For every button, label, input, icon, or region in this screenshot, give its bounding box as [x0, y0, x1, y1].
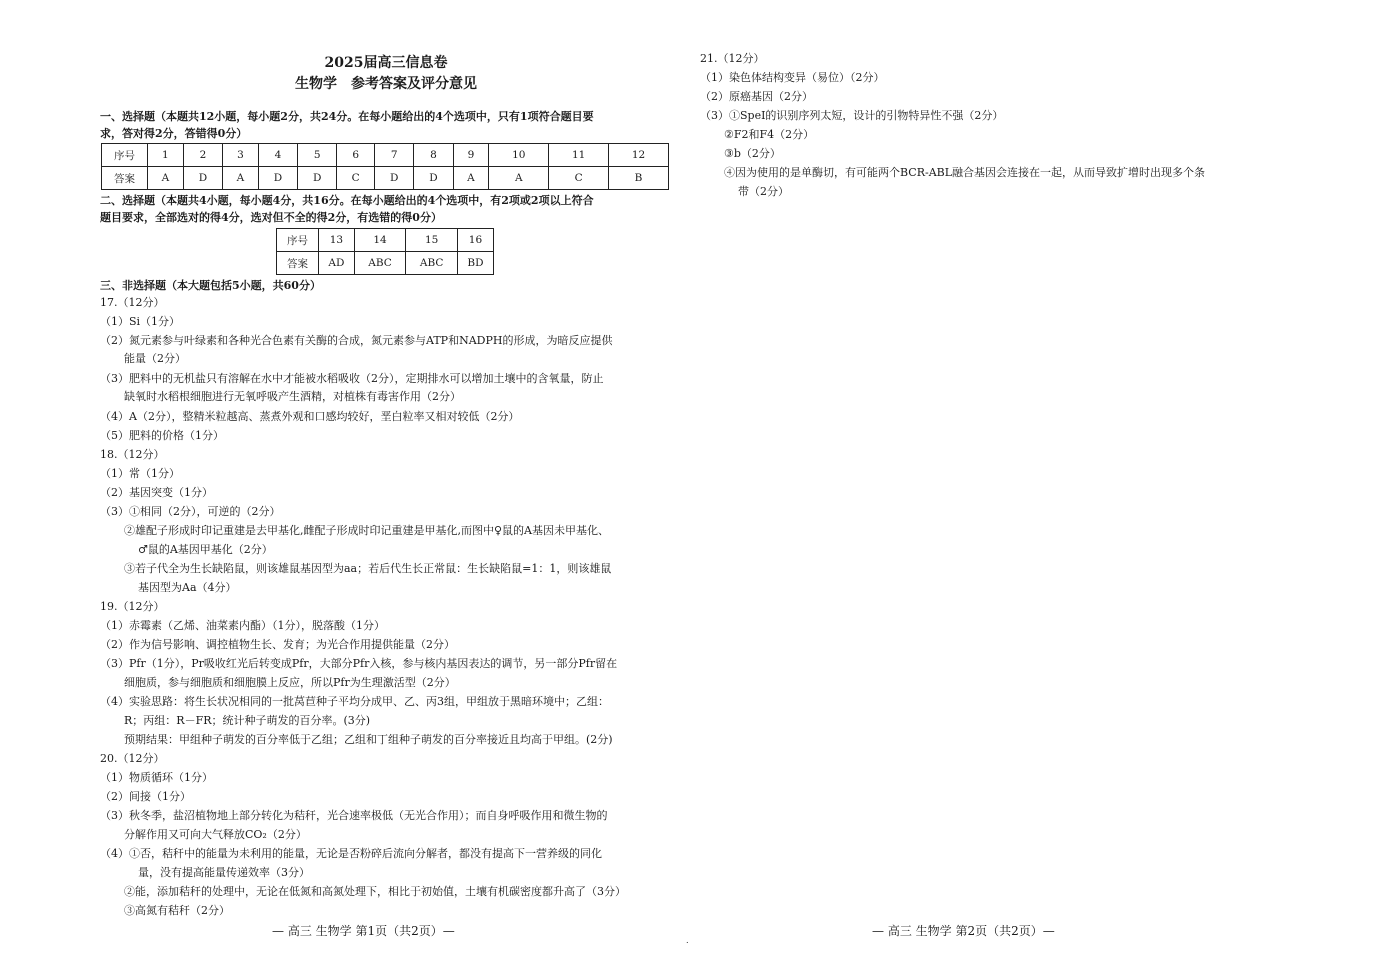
- answer-cell: D: [258, 167, 297, 190]
- answer-line: ②能，添加秸秆的处理中，无论在低氮和高氮处理下，相比于初始值，土壤有机碳密度都升高了（3分）: [124, 885, 626, 898]
- answer-cell: AD: [319, 252, 355, 275]
- question-number-cell: 1: [148, 144, 184, 167]
- answer-line: （2）作为信号影响、调控植物生长、发育；为光合作用提供能量（2分）: [100, 638, 455, 651]
- question-number-cell: 6: [337, 144, 375, 167]
- question-number-cell: 2: [183, 144, 222, 167]
- answer-line: （2）间接（1分）: [100, 790, 191, 803]
- answer-line: （1）物质循环（1分）: [100, 771, 213, 784]
- table-row-label: 答案: [102, 167, 148, 190]
- page-2: [700, 0, 1280, 972]
- answer-line: （3）①相同（2分），可逆的（2分）: [100, 505, 281, 518]
- answer-cell: ABC: [354, 252, 406, 275]
- footer-page-1: — 高三 生物学 第1页（共2页）—: [272, 924, 455, 938]
- question-number-cell: 11: [549, 144, 609, 167]
- question-number-cell: 3: [223, 144, 259, 167]
- answer-cell: A: [453, 167, 489, 190]
- answer-line: 17.（12分）: [100, 296, 165, 309]
- center-mark: .: [686, 936, 689, 945]
- table-row-numbers: [277, 229, 494, 252]
- answer-cell: D: [183, 167, 222, 190]
- question-number-cell: 14: [354, 229, 406, 252]
- answer-cell: B: [609, 167, 669, 190]
- answer-cell: ABC: [406, 252, 458, 275]
- answer-line: ④因为使用的是单酶切，有可能两个BCR-ABL融合基因会连接在一起，从而导致扩增时出现多个条: [724, 166, 1206, 179]
- answer-table-1: [101, 143, 669, 190]
- answer-line: （1）赤霉素（乙烯、油菜素内酯）（1分），脱落酸（1分）: [100, 619, 385, 632]
- question-number-cell: 4: [258, 144, 297, 167]
- answer-line: 20.（12分）: [100, 752, 165, 765]
- table-row-label: 序号: [277, 229, 319, 252]
- answer-line: ③高氮有秸秆（2分）: [124, 904, 230, 917]
- answer-line: 量，没有提高能量传递效率（3分）: [138, 866, 310, 879]
- answer-line: ♂鼠的A基因甲基化（2分）: [138, 543, 273, 556]
- answer-line: （3）Pfr（1分），Pr吸收红光后转变成Pfr，大部分Pfr入核，参与核内基因表达的调节，另一部分Pfr留在: [100, 657, 618, 670]
- answer-line: 能量（2分）: [124, 352, 186, 365]
- answer-line: （1）Si（1分）: [100, 315, 181, 328]
- answer-line: （3）①SpeⅠ的识别序列太短，设计的引物特异性不强（2分）: [700, 109, 1004, 122]
- answer-line: ③若子代全为生长缺陷鼠，则该雄鼠基因型为aa；若后代生长正常鼠：生长缺陷鼠=1：1，则该雄鼠: [124, 562, 612, 575]
- answer-cell: C: [337, 167, 375, 190]
- answer-cell: D: [375, 167, 414, 190]
- question-number-cell: 16: [457, 229, 493, 252]
- page-title: 2025届高三信息卷: [324, 55, 448, 71]
- answer-line: （2）原癌基因（2分）: [700, 90, 813, 103]
- section3-heading: 三、非选择题（本大题包括5小题，共60分）: [100, 279, 321, 292]
- footer-page-2: — 高三 生物学 第2页（共2页）—: [872, 924, 1055, 938]
- answer-cell: D: [414, 167, 453, 190]
- answer-line: （5）肥料的价格（1分）: [100, 429, 224, 442]
- answer-line: 细胞质，参与细胞质和细胞膜上反应，所以Pfr为生理激活型（2分）: [124, 676, 456, 689]
- question-number-cell: 12: [609, 144, 669, 167]
- answer-line: 分解作用又可向大气释放CO₂（2分）: [124, 828, 307, 841]
- answer-line: 缺氧时水稻根细胞进行无氧呼吸产生酒精，对植株有毒害作用（2分）: [124, 390, 461, 403]
- answer-cell: BD: [457, 252, 493, 275]
- answer-cell: A: [223, 167, 259, 190]
- page-subtitle: 生物学 参考答案及评分意见: [295, 76, 477, 92]
- answer-line: （2）基因突变（1分）: [100, 486, 213, 499]
- question-number-cell: 7: [375, 144, 414, 167]
- table-row-answers: [102, 167, 669, 190]
- answer-line: （2）氮元素参与叶绿素和各种光合色素有关酶的合成，氮元素参与ATP和NADPH的形成，为暗反应提供: [100, 334, 613, 347]
- section1-heading-line1: 一、选择题（本题共12小题，每小题2分，共24分。在每小题给出的4个选项中，只有1项符合题目要: [100, 110, 594, 123]
- question-number-cell: 8: [414, 144, 453, 167]
- page-1: [100, 0, 672, 972]
- answer-line: 18.（12分）: [100, 448, 165, 461]
- answer-cell: C: [549, 167, 609, 190]
- table-row-label: 序号: [102, 144, 148, 167]
- question-number-cell: 9: [453, 144, 489, 167]
- table-row-answers: [277, 252, 494, 275]
- section1-heading-line2: 求，答对得2分，答错得0分）: [100, 127, 248, 140]
- table-row-numbers: [102, 144, 669, 167]
- answer-table-2: [276, 228, 494, 275]
- answer-line: （1）染色体结构变异（易位）（2分）: [700, 71, 885, 84]
- answer-line: 21.（12分）: [700, 52, 765, 65]
- section2-heading-line2: 题目要求，全部选对的得4分，选对但不全的得2分，有选错的得0分）: [100, 211, 442, 224]
- question-number-cell: 13: [319, 229, 355, 252]
- answer-line: （4）实验思路：将生长状况相同的一批莴苣种子平均分成甲、乙、丙3组，甲组放于黑暗环境中；乙组：: [100, 695, 609, 708]
- question-number-cell: 5: [298, 144, 337, 167]
- answer-line: （3）秋冬季，盐沼植物地上部分转化为秸秆，光合速率极低（无光合作用）；而自身呼吸作用和微生物的: [100, 809, 608, 822]
- answer-line: ②F2和F4（2分）: [724, 128, 815, 141]
- question-number-cell: 10: [489, 144, 549, 167]
- answer-cell: D: [298, 167, 337, 190]
- answer-line: （3）肥料中的无机盐只有溶解在水中才能被水稻吸收（2分），定期排水可以增加土壤中的含氧量，防止: [100, 372, 604, 385]
- answer-line: （1）常（1分）: [100, 467, 180, 480]
- answer-line: ③b（2分）: [724, 147, 781, 160]
- answer-line: R；丙组：R－FR；统计种子萌发的百分率。(3分): [124, 714, 371, 727]
- answer-line: ②雄配子形成时印记重建是去甲基化,雌配子形成时印记重建是甲基化,而图中♀鼠的A基因未甲基化、: [124, 524, 609, 537]
- answer-line: 基因型为Aa（4分）: [138, 581, 237, 594]
- section2-heading-line1: 二、选择题（本题共4小题，每小题4分，共16分。在每小题给出的4个选项中，有2项或2项以上符合: [100, 194, 594, 207]
- answer-line: 预期结果：甲组种子萌发的百分率低于乙组；乙组和丁组种子萌发的百分率接近且均高于甲组。(2分): [124, 733, 613, 746]
- answer-line: （4）①否，秸秆中的能量为未利用的能量，无论是否粉碎后流向分解者，都没有提高下一营养级的同化: [100, 847, 602, 860]
- answer-line: 带（2分）: [738, 185, 789, 198]
- table-row-label: 答案: [277, 252, 319, 275]
- answer-cell: A: [148, 167, 184, 190]
- answer-line: 19.（12分）: [100, 600, 165, 613]
- answer-cell: A: [489, 167, 549, 190]
- answer-line: （4）A（2分），整精米粒越高、蒸煮外观和口感均较好，垩白粒率又相对较低（2分）: [100, 410, 520, 423]
- question-number-cell: 15: [406, 229, 458, 252]
